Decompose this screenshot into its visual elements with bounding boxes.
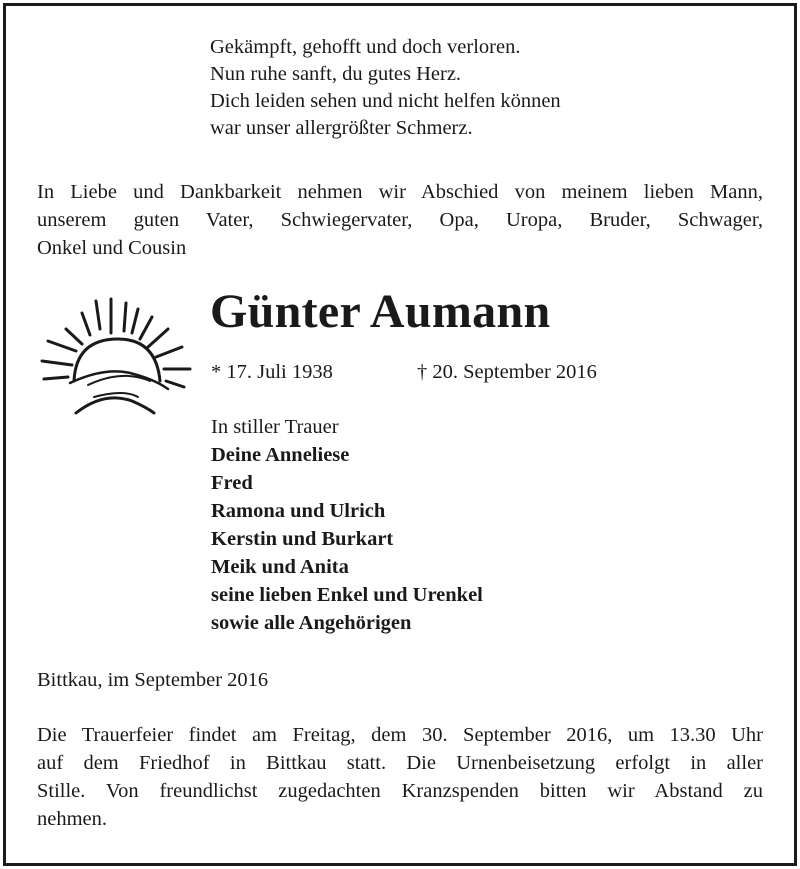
funeral-line: Stille. Von freundlichst zugedachten Kranzspenden bitten wir Abstand zu [37, 780, 763, 802]
mourner-name: sowie alle Angehörigen [211, 612, 412, 634]
mourner-name: Deine Anneliese [211, 444, 350, 466]
mourner-name: Fred [211, 472, 253, 494]
mourner-name: Kerstin und Burkart [211, 528, 394, 550]
poem-line: war unser allergrößter Schmerz. [210, 117, 473, 139]
mourner-name: Meik und Anita [211, 556, 349, 578]
deceased-name: Günter Aumann [210, 285, 551, 338]
place-and-date: Bittkau, im September 2016 [37, 669, 269, 691]
poem-line: Dich leiden sehen und nicht helfen können [210, 90, 561, 112]
funeral-line: auf dem Friedhof in Bittkau statt. Die Urnenbeisetzung erfolgt in aller [37, 752, 763, 774]
intro-line: Onkel und Cousin [37, 237, 187, 259]
mourner-name: seine lieben Enkel und Urenkel [211, 584, 483, 606]
birth-date: * 17. Juli 1938 [211, 361, 333, 383]
poem [210, 34, 561, 142]
intro-paragraph [37, 178, 763, 262]
intro-line: In Liebe und Dankbarkeit nehmen wir Abschied von meinem lieben Mann, [37, 181, 763, 203]
death-date: † 20. September 2016 [417, 361, 597, 383]
intro-line: unserem guten Vater, Schwiegervater, Opa, Uropa, Bruder, Schwager, [37, 209, 763, 231]
mourners-list [211, 413, 483, 637]
obituary-notice [3, 3, 797, 866]
funeral-notice [37, 721, 763, 833]
funeral-line: nehmen. [37, 808, 108, 830]
funeral-line: Die Trauerfeier findet am Freitag, dem 30. September 2016, um 13.30 Uhr [37, 724, 763, 746]
mourners-heading: In stiller Trauer [211, 416, 339, 438]
mourner-name: Ramona und Ulrich [211, 500, 386, 522]
sunset-over-hills-icon [34, 289, 200, 419]
poem-line: Gekämpft, gehofft und doch verloren. [210, 36, 521, 58]
poem-line: Nun ruhe sanft, du gutes Herz. [210, 63, 462, 85]
